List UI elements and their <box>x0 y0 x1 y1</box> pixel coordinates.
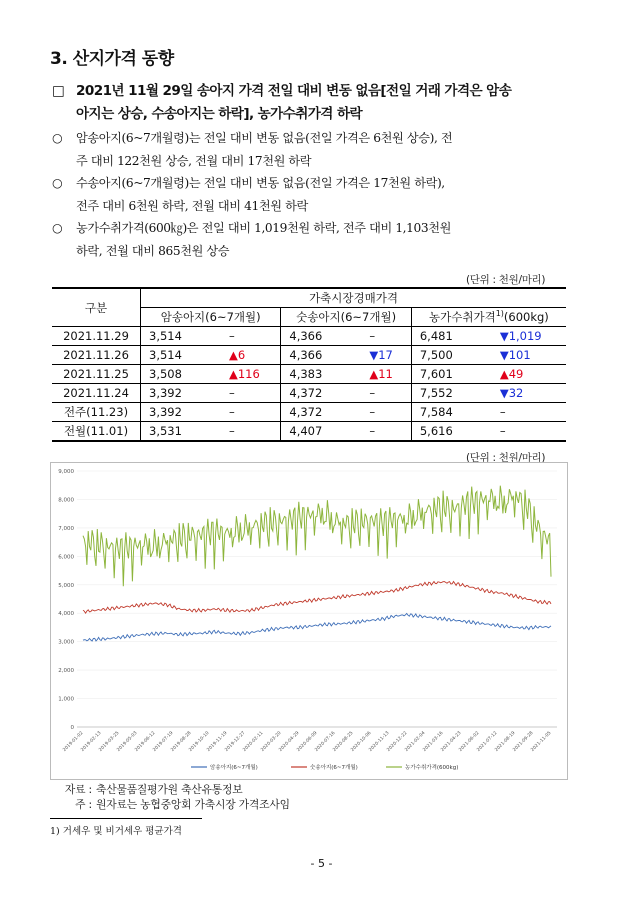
x-tick-label: 2021-02-04 <box>404 730 427 753</box>
source-text: 축산물품질평가원 축산유통정보 <box>96 783 243 796</box>
footnote-rule <box>50 818 202 819</box>
x-tick-label: 2021-07-12 <box>476 730 499 753</box>
table-row <box>52 422 566 442</box>
legend-label: 숫송아지(6~7개월) <box>310 765 358 771</box>
legend-label: 농가수취가격(600kg) <box>405 765 459 771</box>
male-price: 4,407 <box>281 422 344 442</box>
y-tick-label: 4,000 <box>58 611 74 618</box>
row-label: 2021.11.24 <box>52 384 141 403</box>
circle-marker: ○ <box>52 176 63 190</box>
bullet-item <box>52 127 592 172</box>
farm-change: – <box>474 422 566 442</box>
female-change: – <box>203 403 281 422</box>
series-line <box>83 614 551 642</box>
x-tick-label: 2019-05-03 <box>116 730 139 753</box>
square-marker: □ <box>52 83 65 99</box>
x-tick-label: 2020-07-16 <box>314 730 337 753</box>
bullet-list <box>52 127 592 262</box>
male-change: – <box>343 422 411 442</box>
female-price: 3,514 <box>141 346 204 365</box>
x-tick-label: 2019-01-02 <box>62 730 85 753</box>
farm-change: – <box>474 403 566 422</box>
female-change: ▲6 <box>203 346 281 365</box>
bullet-line1: 농가수취가격(600㎏)은 전일 대비 1,019천원 하락, 전주 대비 1,103천원 <box>76 221 451 235</box>
x-tick-label: 2019-06-12 <box>134 730 157 753</box>
legend-label: 암송아지(6~7개월) <box>210 765 258 771</box>
farm-change: ▼101 <box>474 346 566 365</box>
male-change: – <box>343 403 411 422</box>
circle-marker: ○ <box>52 221 63 235</box>
x-tick-label: 2019-02-13 <box>80 730 103 753</box>
header-farm-unit: (600kg) <box>503 310 549 324</box>
bullet-line2: 전주 대비 6천원 하락, 전월 대비 41천원 하락 <box>76 198 308 213</box>
x-tick-label: 2019-12-27 <box>224 730 247 753</box>
y-tick-label: 7,000 <box>58 525 74 532</box>
x-tick-label: 2020-11-13 <box>368 730 391 753</box>
farm-price: 7,601 <box>411 365 474 384</box>
table-row <box>52 403 566 422</box>
x-tick-label: 2019-07-19 <box>152 730 175 753</box>
y-tick-label: 8,000 <box>58 497 74 504</box>
circle-marker: ○ <box>52 131 63 145</box>
x-tick-label: 2020-03-20 <box>260 730 283 753</box>
bullet-line1: 암송아지(6~7개월령)는 전일 대비 변동 없음(전일 가격은 6천원 상승), 전 <box>76 131 453 145</box>
female-price: 3,514 <box>141 327 204 346</box>
x-tick-label: 2019-08-28 <box>170 730 193 753</box>
y-tick-label: 5,000 <box>58 582 74 589</box>
bullet-line2: 하락, 전월 대비 865천원 상승 <box>76 243 230 258</box>
female-price: 3,392 <box>141 403 204 422</box>
row-label: 2021.11.25 <box>52 365 141 384</box>
note-label: 주 : <box>75 797 92 811</box>
bullet-line1: 수송아지(6~7개월령)는 전일 대비 변동 없음(전일 가격은 17천원 하락), <box>76 176 445 190</box>
headline <box>52 80 592 126</box>
header-farm-label: 농가수취가격 <box>429 310 496 324</box>
y-tick-label: 3,000 <box>58 639 74 646</box>
row-label: 전주(11.23) <box>52 403 141 422</box>
female-price: 3,392 <box>141 384 204 403</box>
y-tick-label: 0 <box>70 725 74 731</box>
female-price: 3,508 <box>141 365 204 384</box>
female-price: 3,531 <box>141 422 204 442</box>
row-label: 2021.11.29 <box>52 327 141 346</box>
headline-line1: 2021년 11월 29일 송아지 가격 전일 대비 변동 없음[전일 거래 가격은 암송 <box>76 83 512 99</box>
series-line <box>83 582 551 614</box>
bullet-line2: 주 대비 122천원 상승, 전월 대비 17천원 하락 <box>76 153 312 168</box>
bullet-item <box>52 172 592 217</box>
female-change: – <box>203 327 281 346</box>
x-tick-label: 2021-08-19 <box>494 730 517 753</box>
male-change: ▼17 <box>343 346 411 365</box>
table-row <box>52 346 566 365</box>
row-label: 2021.11.26 <box>52 346 141 365</box>
page-number: - 5 - <box>310 857 333 870</box>
x-tick-label: 2020-06-09 <box>296 730 319 753</box>
header-farm-sup: 1) <box>495 309 504 319</box>
col-header: 구분 <box>52 288 141 327</box>
male-price: 4,383 <box>281 365 344 384</box>
male-change: – <box>343 327 411 346</box>
x-tick-label: 2021-09-28 <box>512 730 535 753</box>
series-line <box>83 486 551 587</box>
price-table <box>52 287 566 442</box>
x-tick-label: 2020-08-25 <box>332 730 355 753</box>
farm-change: ▼1,019 <box>474 327 566 346</box>
x-tick-label: 2021-04-23 <box>440 730 463 753</box>
source-note <box>56 783 290 812</box>
x-tick-label: 2021-11-05 <box>530 730 553 753</box>
x-tick-label: 2020-04-29 <box>278 730 301 753</box>
x-tick-label: 2020-10-06 <box>350 730 373 753</box>
farm-price: 5,616 <box>411 422 474 442</box>
male-price: 4,366 <box>281 346 344 365</box>
footnote: 1) 거세우 및 비거세우 평균가격 <box>50 826 182 837</box>
bullet-item <box>52 217 592 262</box>
farm-price: 7,500 <box>411 346 474 365</box>
farm-price: 6,481 <box>411 327 474 346</box>
x-tick-label: 2021-06-02 <box>458 730 481 753</box>
header-female: 암송아지(6~7개월) <box>141 308 281 327</box>
y-tick-label: 6,000 <box>58 554 74 561</box>
male-change: – <box>343 384 411 403</box>
row-label: 전월(11.01) <box>52 422 141 442</box>
table-row <box>52 327 566 346</box>
farm-change: ▲49 <box>474 365 566 384</box>
unit-label-chart: (단위 : 천원/마리) <box>466 452 546 464</box>
header-male: 숫송아지(6~7개월) <box>281 308 411 327</box>
source-label: 자료 : <box>64 783 92 796</box>
price-chart-svg <box>51 463 567 779</box>
farm-change: ▼32 <box>474 384 566 403</box>
note-text: 원자료는 농협중앙회 가축시장 가격조사임 <box>96 797 290 811</box>
x-tick-label: 2020-02-11 <box>242 730 265 753</box>
y-tick-label: 1,000 <box>58 696 74 703</box>
male-price: 4,372 <box>281 384 344 403</box>
y-tick-label: 2,000 <box>58 668 74 675</box>
table-row <box>52 365 566 384</box>
group-header: 가축시장경매가격 <box>141 288 567 308</box>
x-tick-label: 2020-12-22 <box>386 730 409 753</box>
farm-price: 7,584 <box>411 403 474 422</box>
x-tick-label: 2021-03-16 <box>422 730 445 753</box>
x-tick-label: 2019-10-10 <box>188 730 211 753</box>
price-chart <box>50 462 568 780</box>
section-title: 3. 산지가격 동향 <box>50 49 174 69</box>
header-farm <box>411 308 566 327</box>
female-change: – <box>203 422 281 442</box>
x-tick-label: 2019-11-19 <box>206 730 229 753</box>
table-row <box>52 384 566 403</box>
male-change: ▲11 <box>343 365 411 384</box>
female-change: ▲116 <box>203 365 281 384</box>
female-change: – <box>203 384 281 403</box>
y-tick-label: 9,000 <box>58 469 74 475</box>
male-price: 4,372 <box>281 403 344 422</box>
farm-price: 7,552 <box>411 384 474 403</box>
unit-label-table: (단위 : 천원/마리) <box>466 274 546 286</box>
male-price: 4,366 <box>281 327 344 346</box>
headline-line2: 아지는 상승, 수송아지는 하락], 농가수취가격 하락 <box>76 106 363 122</box>
x-tick-label: 2019-03-25 <box>98 730 121 753</box>
